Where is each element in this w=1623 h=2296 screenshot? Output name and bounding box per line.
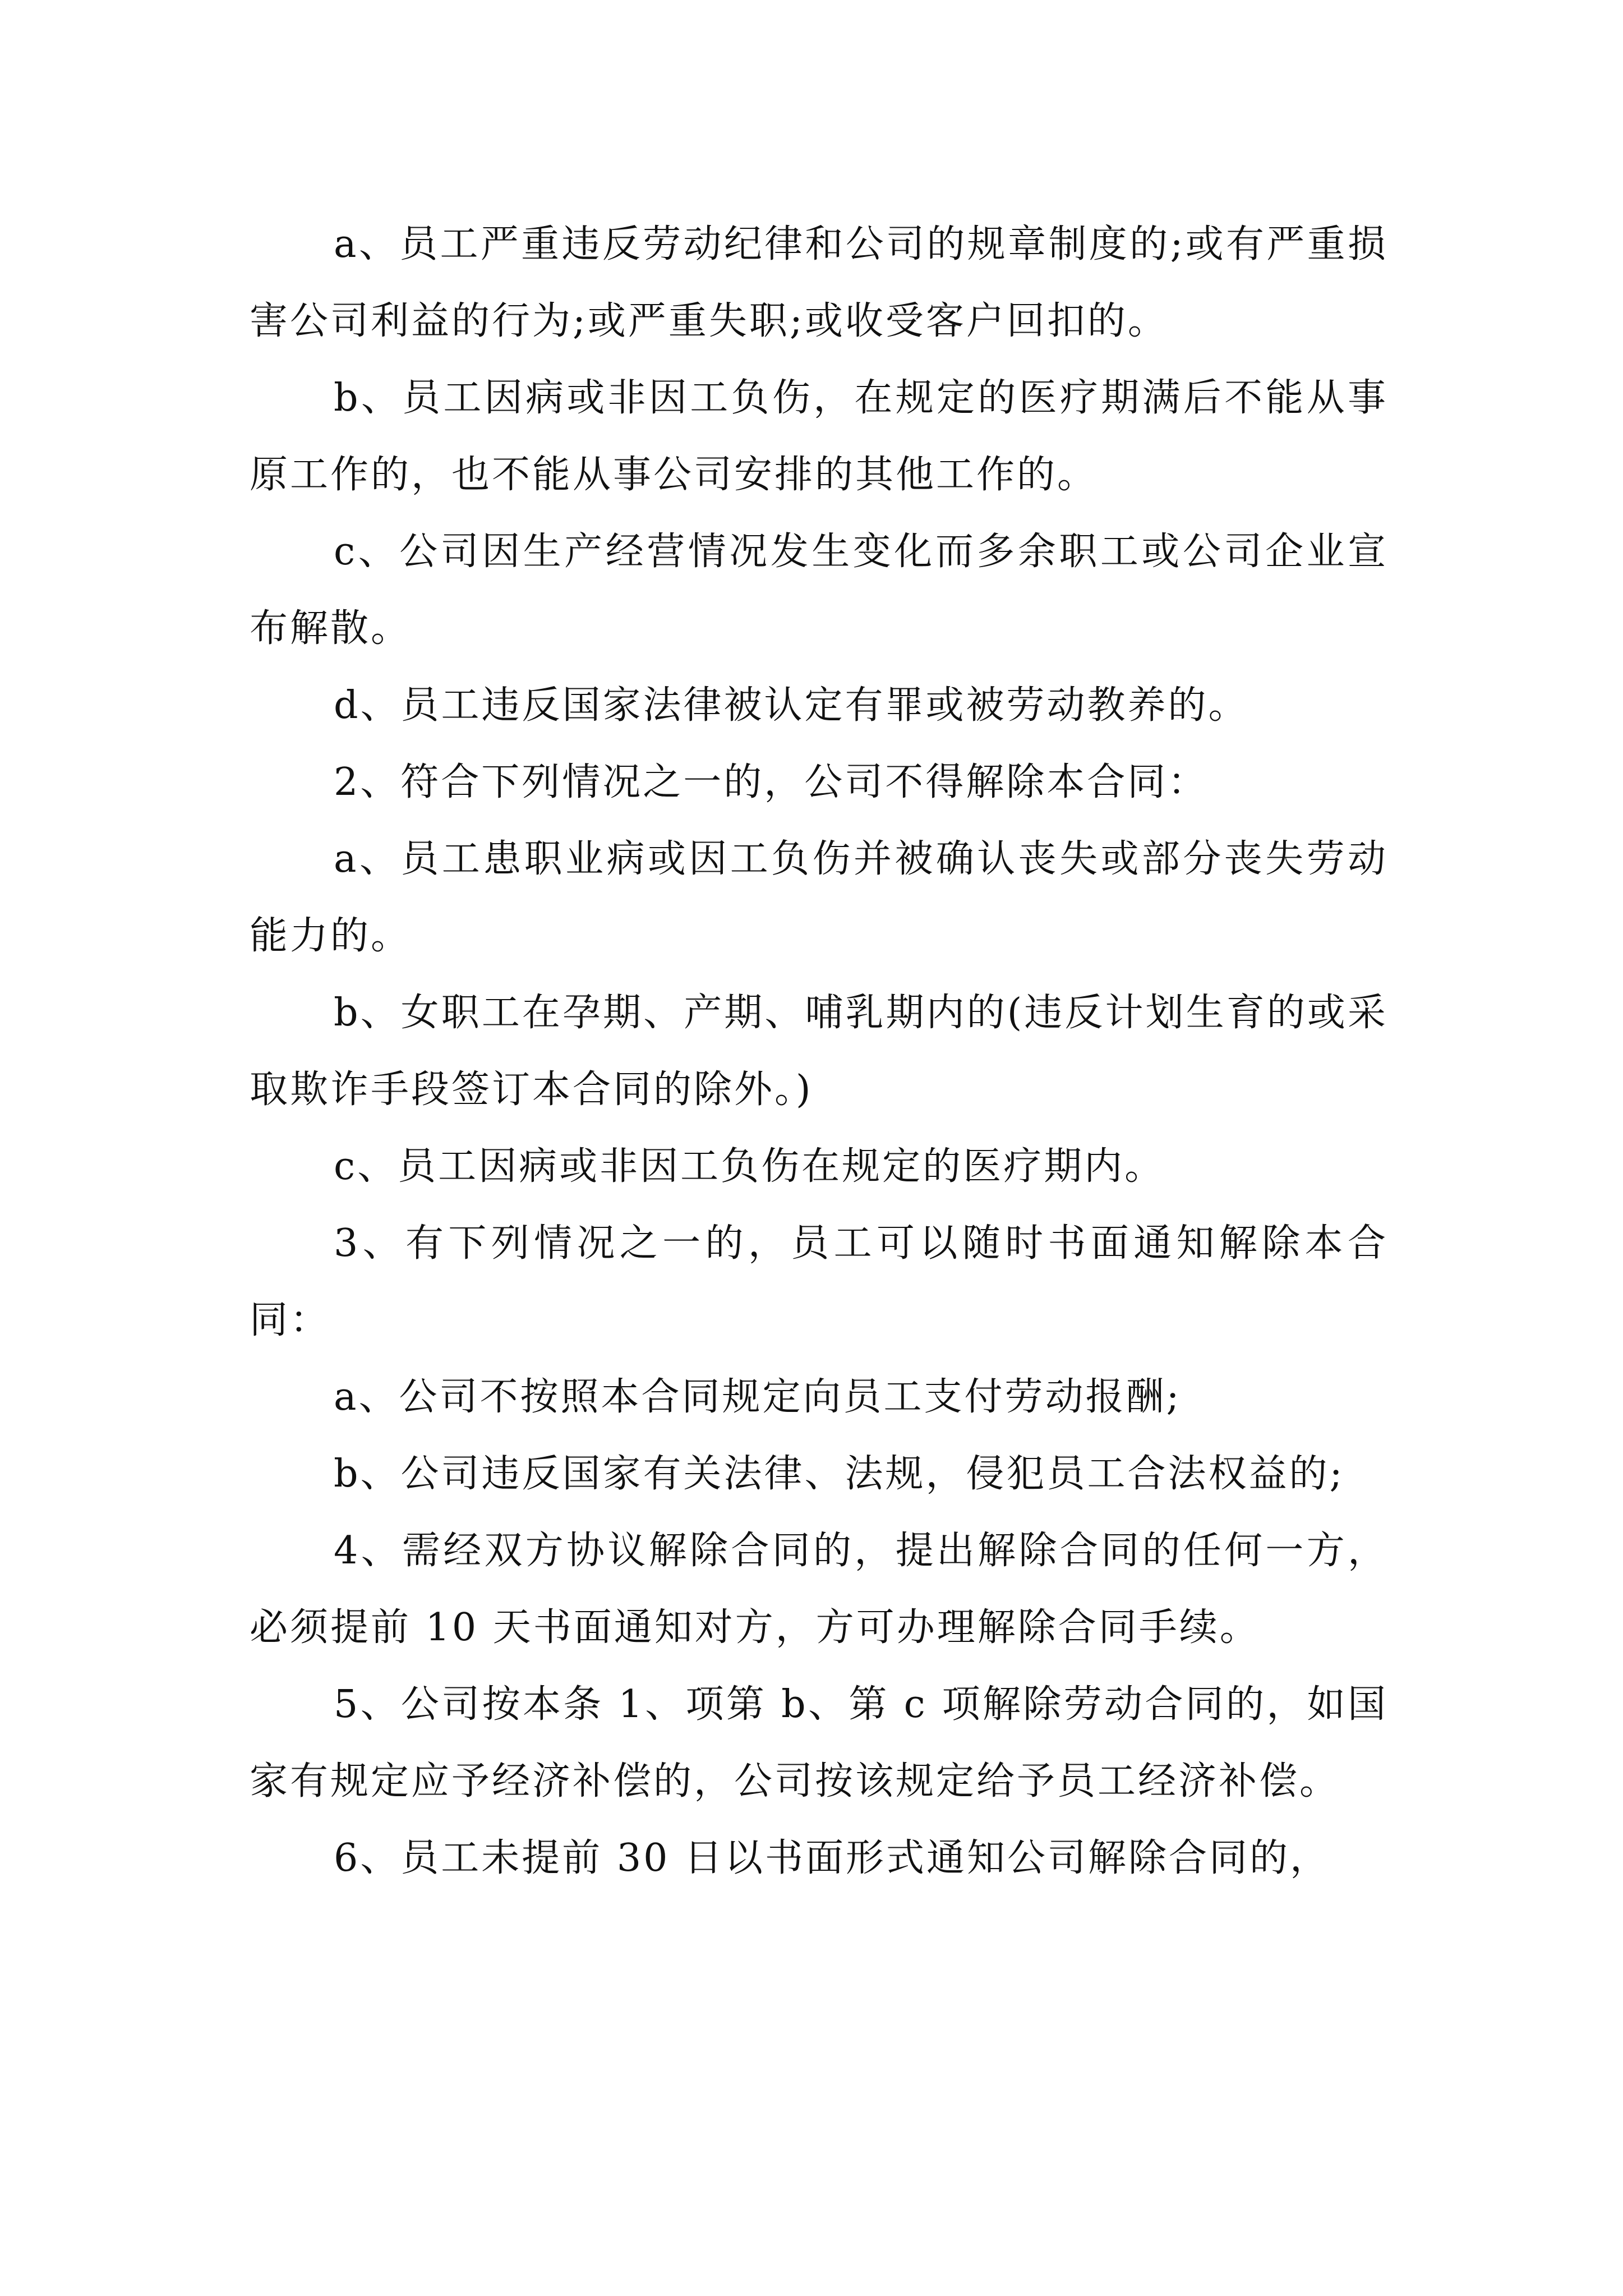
paragraph-a-serious-violation: a、员工严重违反劳动纪律和公司的规章制度的;或有严重损害公司利益的行为;或严重失职;或收受客户回扣的。 bbox=[250, 222, 1388, 343]
paragraph-2-no-termination: 2、符合下列情况之一的，公司不得解除本合同： bbox=[334, 760, 1209, 804]
paragraph-5-compensation: 5、公司按本条 1、项第 b、第 c 项解除劳动合同的，如国家有规定应予经济补偿的，公司按该规定给予员工经济补偿。 bbox=[250, 1682, 1388, 1803]
document-body bbox=[250, 206, 1388, 1897]
paragraph-6-notice: 6、员工未提前 30 日以书面形式通知公司解除合同的， bbox=[334, 1836, 1331, 1880]
paragraph-d-criminal: d、员工违反国家法律被认定有罪或被劳动教养的。 bbox=[334, 683, 1249, 728]
paragraph-3-employee-termination: 3、有下列情况之一的，员工可以随时书面通知解除本合同： bbox=[250, 1221, 1388, 1342]
paragraph-2b-pregnancy: b、女职工在孕期、产期、哺乳期内的(违反计划生育的或采取欺诈手段签订本合同的除外。) bbox=[250, 991, 1388, 1112]
paragraph-2c-medical-period: c、员工因病或非因工负伤在规定的医疗期内。 bbox=[334, 1144, 1165, 1189]
paragraph-b-illness-injury: b、员工因病或非因工负伤，在规定的医疗期满后不能从事原工作的，也不能从事公司安排的其他工作的。 bbox=[250, 376, 1388, 497]
paragraph-c-redundancy: c、公司因生产经营情况发生变化而多余职工或公司企业宣布解散。 bbox=[250, 530, 1388, 651]
paragraph-4-mutual-agreement: 4、需经双方协议解除合同的，提出解除合同的任何一方，必须提前 10 天书面通知对方，方可办理解除合同手续。 bbox=[250, 1529, 1388, 1650]
paragraph-3b-rights-violation: b、公司违反国家有关法律、法规，侵犯员工合法权益的; bbox=[334, 1452, 1345, 1496]
paragraph-2a-occupational-disease: a、员工患职业病或因工负伤并被确认丧失或部分丧失劳动能力的。 bbox=[250, 837, 1388, 958]
paragraph-3a-unpaid-wages: a、公司不按照本合同规定向员工支付劳动报酬; bbox=[334, 1375, 1182, 1419]
